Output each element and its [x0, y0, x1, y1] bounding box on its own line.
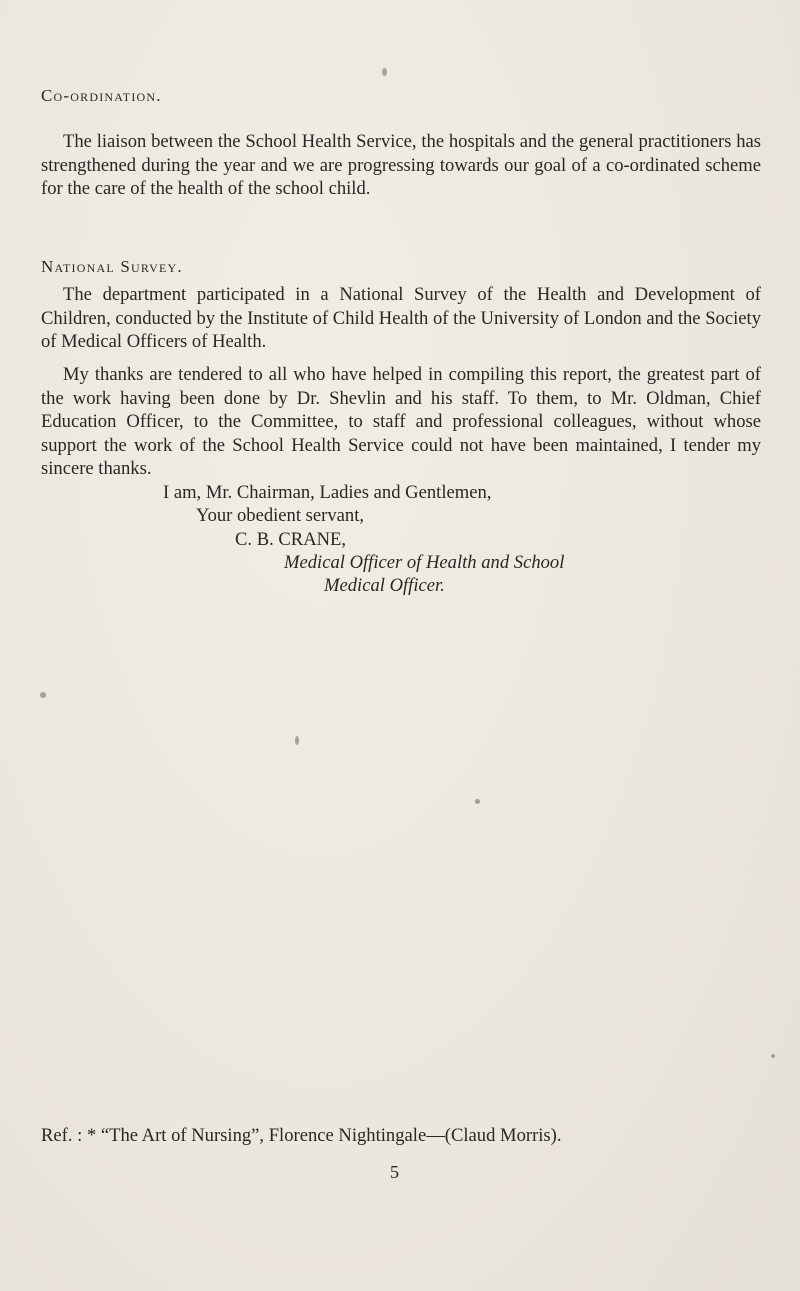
scan-speck: [295, 736, 299, 745]
scan-speck: [475, 799, 480, 804]
paragraph-coordination: The liaison between the School Health Service, the hospitals and the general practitioners has strengthened during the year and we are progressing towards our goal of a co-ordinated scheme for the care of the health of the school child.: [41, 131, 761, 199]
signature-closing: Your obedient servant,: [196, 505, 365, 526]
section-heading-national-survey: National Survey.: [41, 257, 183, 276]
signature-salutation: I am, Mr. Chairman, Ladies and Gentlemen,: [163, 482, 492, 503]
scan-speck: [382, 68, 387, 76]
signature-name: C. B. CRANE,: [235, 529, 347, 550]
signature-title-line1: Medical Officer of Health and School: [284, 552, 565, 573]
page-number: 5: [390, 1162, 399, 1182]
paragraph-thanks: My thanks are tendered to all who have helped in compiling this report, the greatest part of the work having been done by Dr. Shevlin and his staff. To them, to Mr. Oldman, Chief Education Officer, to the Committee, to staff and professional colleagues, without whose support the work of the School Health Service could not have been maintained, I tender my sincere thanks.: [41, 364, 761, 479]
reference-note: Ref. : * “The Art of Nursing”, Florence Nightingale—(Claud Morris).: [41, 1125, 562, 1146]
scan-speck: [40, 692, 46, 698]
section-heading-coordination: Co-ordination.: [41, 86, 162, 105]
scan-speck: [771, 1054, 775, 1058]
paragraph-national-survey: The department participated in a National Survey of the Health and Development of Children, conducted by the Institute of Child Health of the University of London and the Society of Medical Officers of Health.: [41, 284, 761, 352]
signature-title-line2: Medical Officer.: [324, 575, 445, 596]
